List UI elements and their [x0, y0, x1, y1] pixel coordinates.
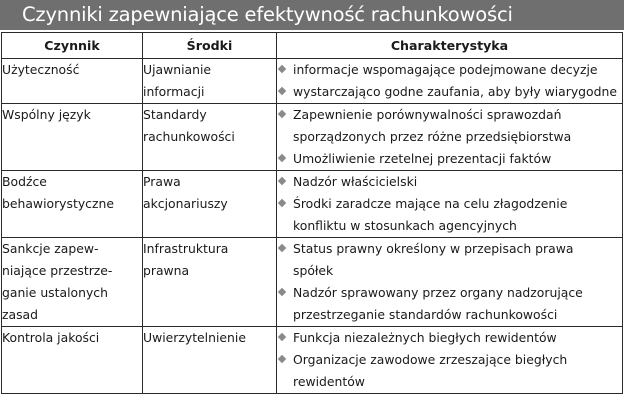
diamond-bullet-icon: [277, 171, 293, 193]
list-item: informacje wspomagające podejmowane decyzje: [277, 59, 622, 81]
list-item: Zapewnienie porównywalności sprawozdań sporządzonych przez różne przedsiębiorstwa: [277, 104, 622, 148]
factor-cell: Kontrola jakości: [2, 327, 143, 394]
table-row: [2, 327, 623, 394]
list-item: Umożliwienie rzetelnej prezentacji faktów: [277, 148, 622, 170]
diamond-bullet-icon: [277, 59, 293, 81]
diamond-bullet-icon: [277, 81, 293, 103]
table-row: [2, 238, 623, 327]
factor-cell: Bodźce behawiorystyczne: [2, 171, 143, 238]
list-item: Status prawny określony w przepisach prawa spółek: [277, 238, 622, 282]
diamond-bullet-icon: [277, 148, 293, 170]
factor-cell: Wspólny język: [2, 104, 143, 171]
page-title: Czynniki zapewniające efektywność rachunkowości: [0, 0, 624, 30]
characteristics-cell: [277, 171, 623, 238]
table-row: [2, 171, 623, 238]
table-row: [2, 59, 623, 104]
diamond-bullet-icon: [277, 327, 293, 349]
diamond-bullet-icon: [277, 238, 293, 260]
list-item: Organizacje zawodowe zrzeszające biegłych rewidentów: [277, 349, 622, 393]
characteristics-cell: [277, 104, 623, 171]
diamond-bullet-icon: [277, 282, 293, 304]
header-characteristics: Charakterystyka: [277, 33, 623, 59]
characteristics-cell: [277, 327, 623, 394]
list-item: Nadzór sprawowany przez organy nadzorujące przestrzeganie standardów rachunkowości: [277, 282, 622, 326]
list-item: Funkcja niezależnych biegłych rewidentów: [277, 327, 622, 349]
table-row: [2, 104, 623, 171]
header-means: Środki: [143, 33, 277, 59]
means-cell: Uwierzytelnienie: [143, 327, 277, 394]
factors-table: [1, 32, 623, 394]
characteristics-cell: [277, 238, 623, 327]
means-cell: Ujawnianie informacji: [143, 59, 277, 104]
factor-cell: Sankcje zapew-niające przestrze-ganie ustalonych zasad: [2, 238, 143, 327]
list-item: Nadzór właścicielski: [277, 171, 622, 193]
diamond-bullet-icon: [277, 193, 293, 215]
list-item: wystarczająco godne zaufania, aby były wiarygodne: [277, 81, 622, 103]
factor-cell: Użyteczność: [2, 59, 143, 104]
means-cell: Prawa akcjonariuszy: [143, 171, 277, 238]
means-cell: Standardy rachunkowości: [143, 104, 277, 171]
characteristics-cell: [277, 59, 623, 104]
list-item: Środki zaradcze mające na celu złagodzenie konfliktu w stosunkach agencyjnych: [277, 193, 622, 237]
means-cell: Infrastruktura prawna: [143, 238, 277, 327]
header-factor: Czynnik: [2, 33, 143, 59]
diamond-bullet-icon: [277, 104, 293, 126]
diamond-bullet-icon: [277, 349, 293, 371]
table-header-row: [2, 33, 623, 59]
